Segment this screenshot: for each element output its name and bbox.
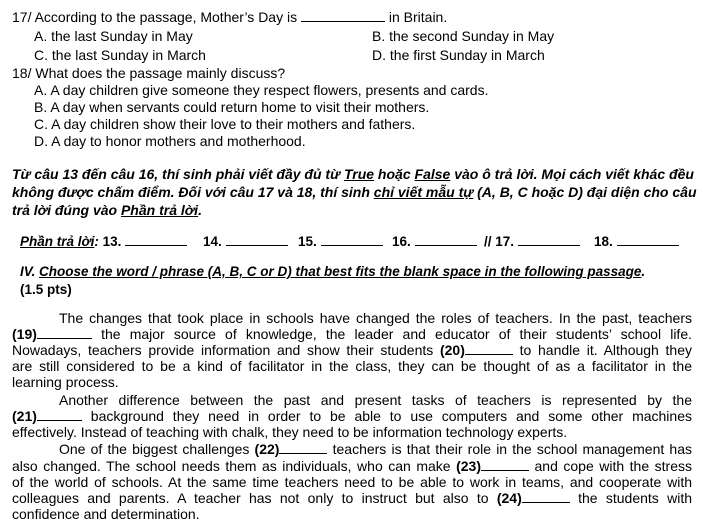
passage-text: colleagues and parents. A teacher has not only to instruct but also to bbox=[12, 490, 497, 506]
section-4-points: (1.5 pts) bbox=[20, 282, 72, 297]
answer-line bbox=[20, 233, 187, 250]
passage-line bbox=[12, 458, 692, 474]
passage-text: learning process. bbox=[12, 374, 119, 390]
instruction-text: trả lời đúng vào bbox=[12, 202, 121, 218]
passage-line bbox=[12, 392, 692, 408]
gap-21-blank bbox=[37, 408, 82, 421]
question-17-stem: 17/ According to the passage, Mother’s Day is bbox=[12, 9, 298, 25]
answer-15-label: 15. bbox=[298, 234, 317, 249]
instruction-text: vào ô trả lời. Mọi cách viết khác đều bbox=[450, 166, 694, 182]
option-17-b: B. the second Sunday in May bbox=[372, 28, 555, 44]
option-18-b: B. A day when servants could return home to visit their mothers. bbox=[34, 99, 430, 115]
option-18-d: D. A day to honor mothers and motherhood. bbox=[34, 133, 306, 149]
answer-14-blank[interactable] bbox=[226, 233, 288, 246]
instruction-line-2 bbox=[12, 184, 697, 200]
passage-text: the major source of knowledge, the leader and educator of their students’ school life. bbox=[101, 326, 693, 342]
false-word: False bbox=[414, 166, 451, 182]
question-17-stem-end: in Britain. bbox=[388, 9, 448, 25]
gap-21-label: (21) bbox=[12, 408, 37, 424]
gap-22-label: (22) bbox=[254, 441, 280, 457]
answer-label: Phần trả lời bbox=[20, 234, 95, 249]
passage-text: also changed. The school needs them as individuals, who can make bbox=[12, 458, 457, 474]
passage-text: Nowadays, teachers provide information and show their students bbox=[12, 342, 440, 358]
gap-19-blank bbox=[37, 326, 92, 339]
option-17-d: D. the first Sunday in March bbox=[372, 47, 545, 63]
passage-line bbox=[12, 374, 692, 390]
blank bbox=[301, 9, 385, 22]
instruction-line-1 bbox=[12, 166, 694, 182]
passage-line bbox=[12, 490, 692, 506]
answer-16 bbox=[392, 233, 477, 250]
passage-text: the students with bbox=[578, 490, 693, 506]
section-4-heading bbox=[20, 264, 645, 280]
passage-text: background they need in order to be able to use computers and some other machines bbox=[90, 408, 692, 424]
passage-line bbox=[12, 474, 692, 490]
answer-colon: : bbox=[94, 234, 99, 249]
answer-13-blank[interactable] bbox=[125, 233, 187, 246]
passage-line bbox=[12, 408, 692, 424]
gap-24-blank bbox=[522, 490, 570, 503]
passage-line bbox=[12, 424, 692, 440]
instruction-text: Từ câu 13 đến câu 16, thí sinh phải viết đầy đủ từ bbox=[12, 166, 344, 182]
section-number: IV. bbox=[20, 264, 40, 279]
option-17-a: A. the last Sunday in May bbox=[34, 28, 193, 44]
gap-22-blank bbox=[279, 441, 327, 454]
answer-section-ref: Phần trả lời bbox=[120, 202, 199, 218]
passage-text: to handle it. Although they bbox=[519, 342, 693, 358]
section-title: Choose the word / phrase (A, B, C or D) that best fits the blank space in the following passage bbox=[39, 264, 642, 279]
section-dot: . bbox=[641, 264, 646, 279]
passage-text: of the world of schools. At the same time teachers need to be able to work in teams, and cooperate with bbox=[12, 474, 692, 490]
passage-text: confidence and determination. bbox=[12, 506, 200, 522]
answer-16-blank[interactable] bbox=[415, 233, 477, 246]
passage-text: One of the biggest challenges bbox=[59, 441, 255, 457]
answer-17-label: // 17. bbox=[484, 234, 515, 249]
passage-line bbox=[12, 326, 692, 342]
instruction-text: hoặc bbox=[374, 166, 415, 182]
passage-text: and cope with the stress bbox=[534, 458, 692, 474]
answer-16-label: 16. bbox=[392, 234, 411, 249]
option-18-c: C. A day children show their love to their mothers and fathers. bbox=[34, 116, 416, 132]
gap-24-label: (24) bbox=[496, 490, 522, 506]
passage-text: effectively. Instead of teaching with chalk, they need to be information technology experts. bbox=[12, 424, 568, 440]
gap-19-label: (19) bbox=[12, 326, 37, 342]
question-18-stem: 18/ What does the passage mainly discuss? bbox=[12, 65, 286, 81]
passage-text: The changes that took place in schools have changed the roles of teachers. In the past, teachers bbox=[59, 310, 692, 326]
option-18-a: A. A day children give someone they respect flowers, presents and cards. bbox=[34, 82, 489, 98]
question-17 bbox=[12, 9, 447, 25]
true-word: True bbox=[343, 166, 375, 182]
answer-14-label: 14. bbox=[203, 234, 222, 249]
answer-14 bbox=[203, 233, 288, 250]
answer-15-blank[interactable] bbox=[321, 233, 383, 246]
passage-line bbox=[12, 310, 692, 326]
instruction-text: . bbox=[198, 202, 202, 218]
instruction-line-3 bbox=[12, 202, 202, 218]
instruction-text: (A, B, C hoặc D) đại diện cho câu bbox=[473, 184, 697, 200]
answer-17 bbox=[484, 233, 580, 250]
passage-line bbox=[12, 342, 692, 358]
gap-20-blank bbox=[465, 342, 513, 355]
passage-line bbox=[12, 441, 692, 457]
passage-text: Another difference between the past and present tasks of teachers is represented by the bbox=[59, 392, 692, 408]
answer-18 bbox=[594, 233, 679, 250]
answer-18-label: 18. bbox=[594, 234, 613, 249]
passage-text: are still considered to be a kind of facilitator in the class, they can be thought of as a facilitator in the bbox=[12, 358, 692, 374]
passage-text: teachers is that their role in the school management has bbox=[332, 441, 692, 457]
answer-17-blank[interactable] bbox=[518, 233, 580, 246]
answer-13-label: 13. bbox=[102, 234, 122, 249]
option-17-c: C. the last Sunday in March bbox=[34, 47, 206, 63]
gap-23-blank bbox=[481, 458, 529, 471]
answer-18-blank[interactable] bbox=[617, 233, 679, 246]
gap-20-label: (20) bbox=[439, 342, 465, 358]
passage-line bbox=[12, 506, 692, 522]
answer-15 bbox=[298, 233, 383, 250]
gap-23-label: (23) bbox=[456, 458, 481, 474]
passage-line bbox=[12, 358, 692, 374]
instruction-text: không được chấm điểm. Đối với câu 17 và 18, thí sinh bbox=[12, 184, 374, 200]
instruction-emphasis: chỉ viết mẫu tự bbox=[373, 184, 474, 200]
